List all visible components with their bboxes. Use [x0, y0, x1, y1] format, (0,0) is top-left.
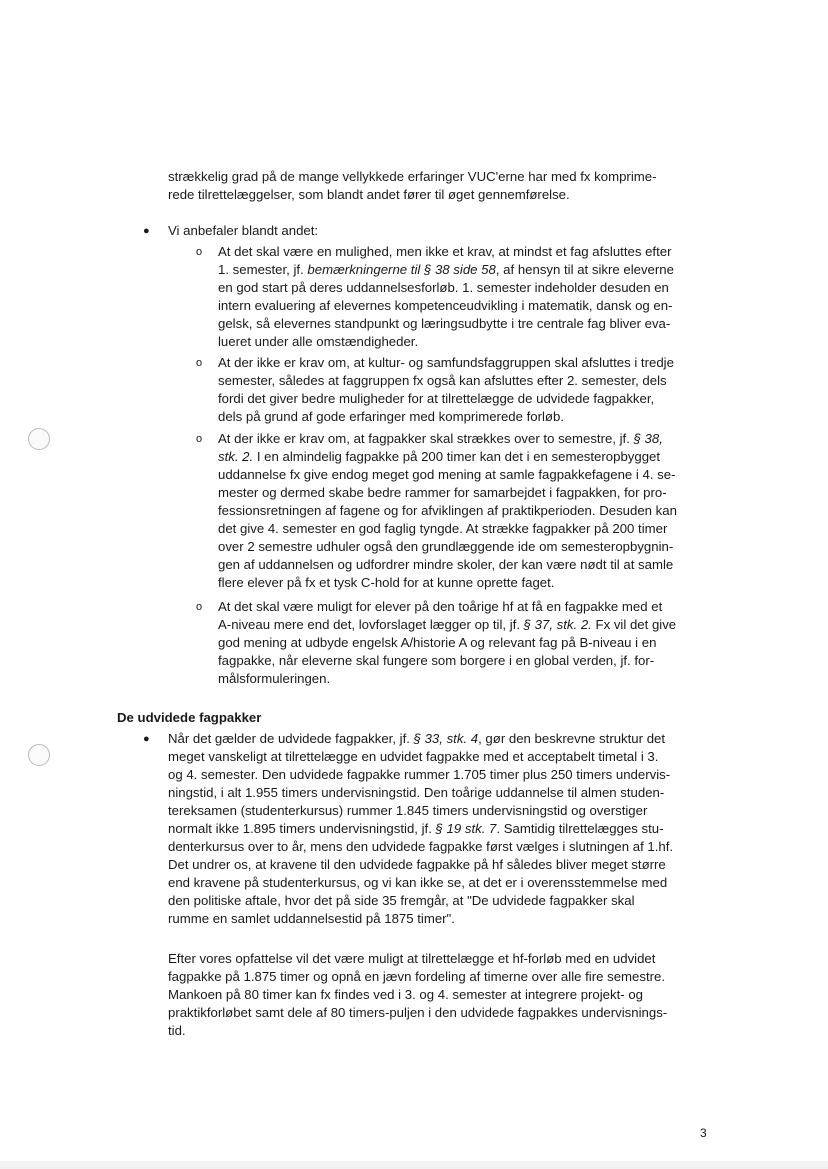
- text-line: målsformuleringen.: [218, 671, 331, 686]
- text-line: rumme en samlet uddannelsestid på 1875 timer".: [168, 911, 455, 926]
- text-line: og 4. semester. Den udvidede fagpakke rummer 1.705 timer plus 250 timers undervis-: [168, 767, 671, 782]
- text-run: 1. semester, jf.: [218, 262, 308, 277]
- text-line: gen af uddannelsen og udfordrer mindre skoler, der kan være nødt til at samle: [218, 557, 674, 572]
- text-line: dels på grund af gode erfaringer med komprimerede forløb.: [218, 409, 564, 424]
- text-run: At der ikke er krav om, at fagpakker skal strækkes over to semestre, jf.: [218, 431, 634, 446]
- text-line: fagpakke, når eleverne skal fungere som borgere i en global verden, jf. for-: [218, 653, 655, 668]
- citation: stk. 2.: [218, 449, 254, 464]
- bullet-icon: ●: [143, 733, 150, 745]
- page-edge: [0, 1161, 828, 1169]
- text-line: Det undrer os, at kravene til den udvidede fagpakke på hf således bliver meget større: [168, 857, 666, 872]
- citation: bemærkningerne til § 38 side 58: [307, 262, 496, 277]
- text-line: det give 4. semester en god faglig tyngde. At strække fagpakker på 200 timer: [218, 521, 668, 536]
- text-run: , gør den beskrevne struktur det: [478, 731, 666, 746]
- citation: § 19 stk. 7: [435, 821, 497, 836]
- text-line: tereksamen (studenterkursus) rummer 1.845 timers undervisningstid og overstiger: [168, 803, 648, 818]
- text-line: fagpakke på 1.875 timer og opnå en jævn fordeling af timerne over alle fire semestre.: [168, 969, 666, 984]
- text-line: denterkursus over to år, mens den udvidede fagpakke først vælges i slutningen af 1.hf.: [168, 839, 674, 854]
- text-run: Fx vil det give: [591, 617, 677, 632]
- text-run: normalt ikke 1.895 timers undervisningstid, jf.: [168, 821, 436, 836]
- text-run: . Samtidig tilrettelægges stu-: [496, 821, 664, 836]
- text-line: [218, 430, 663, 448]
- punch-hole-icon: [28, 744, 50, 766]
- sub-bullet-icon: o: [196, 246, 203, 258]
- text-line: strækkelig grad på de mange vellykkede erfaringer VUC'erne har med fx komprime-: [168, 169, 657, 184]
- text-line: over 2 semestre udhuler også den grundlæggende ide om semesteropbygnin-: [218, 539, 674, 554]
- sub-bullet-icon: o: [196, 601, 203, 613]
- text-line: gelsk, så elevernes standpunkt og læringsudbytte i tre centrale fag bliver eva-: [218, 316, 671, 331]
- punch-hole-icon: [28, 428, 50, 450]
- text-run: A-niveau mere end det, lovforslaget lægger op til, jf.: [218, 617, 524, 632]
- text-line: fessionsretningen af fagene og for afviklingen af praktikperioden. Desuden kan: [218, 503, 677, 518]
- citation: § 37, stk. 2.: [523, 617, 592, 632]
- sub-bullet-icon: o: [196, 357, 203, 369]
- bullet-icon: ●: [143, 225, 150, 237]
- text-line: [168, 820, 664, 838]
- section-heading: De udvidede fagpakker: [117, 710, 262, 725]
- page-number: 3: [700, 1126, 707, 1140]
- text-line: [218, 261, 674, 279]
- text-line: tid.: [168, 1023, 186, 1038]
- text-line: praktikforløbet samt dele af 80 timers-puljen i den udvidede fagpakkes undervisnings-: [168, 1005, 668, 1020]
- recommendation-heading: Vi anbefaler blandt andet:: [168, 223, 319, 238]
- text-run: I en almindelig fagpakke på 200 timer kan det i en semesteropbygget: [253, 449, 661, 464]
- text-line: [168, 730, 665, 748]
- sub-bullet-icon: o: [196, 433, 203, 445]
- text-line: meget vanskeligt at tilrettelægge en udvidet fagpakke med et acceptabelt timetal i 3.: [168, 749, 659, 764]
- text-line: den politiske aftale, hvor det på side 35 fremgår, at "De udvidede fagpakker skal: [168, 893, 635, 908]
- text-line: At det skal være en mulighed, men ikke et krav, at mindst et fag afsluttes efter: [218, 244, 672, 259]
- citation: § 33, stk. 4: [413, 731, 479, 746]
- text-run: Når det gælder de udvidede fagpakker, jf.: [168, 731, 414, 746]
- text-line: [218, 448, 660, 466]
- text-line: fordi det giver bedre muligheder for at tilrettelægge de udvidede fagpakker,: [218, 391, 655, 406]
- text-line: end kravene på studenterkursus, og vi kan ikke se, at det er i overensstemmelse med: [168, 875, 668, 890]
- text-line: mester og dermed skabe bedre rammer for samarbejdet i fagpakken, for pro-: [218, 485, 667, 500]
- text-line: ningstid, i alt 1.955 timers undervisningstid. Den toårige uddannelse til almen studen-: [168, 785, 665, 800]
- text-line: uddannelse fx give endog meget god mening at samle fagpakkefagene i 4. se-: [218, 467, 676, 482]
- text-line: rede tilrettelæggelser, som blandt andet fører til øget gennemførelse.: [168, 187, 570, 202]
- text-line: flere elever på fx et tysk C-hold for at kunne oprette faget.: [218, 575, 555, 590]
- text-line: Mankoen på 80 timer kan fx findes ved i 3. og 4. semester at integrere projekt- og: [168, 987, 644, 1002]
- text-line: semester, således at faggruppen fx også kan afsluttes efter 2. semester, dels: [218, 373, 667, 388]
- text-line: lueret under alle omstændigheder.: [218, 334, 419, 349]
- text-line: At der ikke er krav om, at kultur- og samfundsfaggruppen skal afsluttes i tredje: [218, 355, 674, 370]
- text-line: intern evaluering af elevernes kompetenceudvikling i matematik, dansk og en-: [218, 298, 673, 313]
- text-run: , af hensyn til at sikre eleverne: [495, 262, 674, 277]
- citation: § 38,: [633, 431, 663, 446]
- text-line: At det skal være muligt for elever på den toårige hf at få en fagpakke med et: [218, 599, 663, 614]
- text-line: en god start på deres uddannelsesforløb. 1. semester indeholder desuden en: [218, 280, 669, 295]
- text-line: Efter vores opfattelse vil det være muligt at tilrettelægge et hf-forløb med en udvidet: [168, 951, 656, 966]
- text-line: [218, 616, 676, 634]
- text-line: god mening at udbyde engelsk A/historie A og relevant fag på B-niveau i en: [218, 635, 657, 650]
